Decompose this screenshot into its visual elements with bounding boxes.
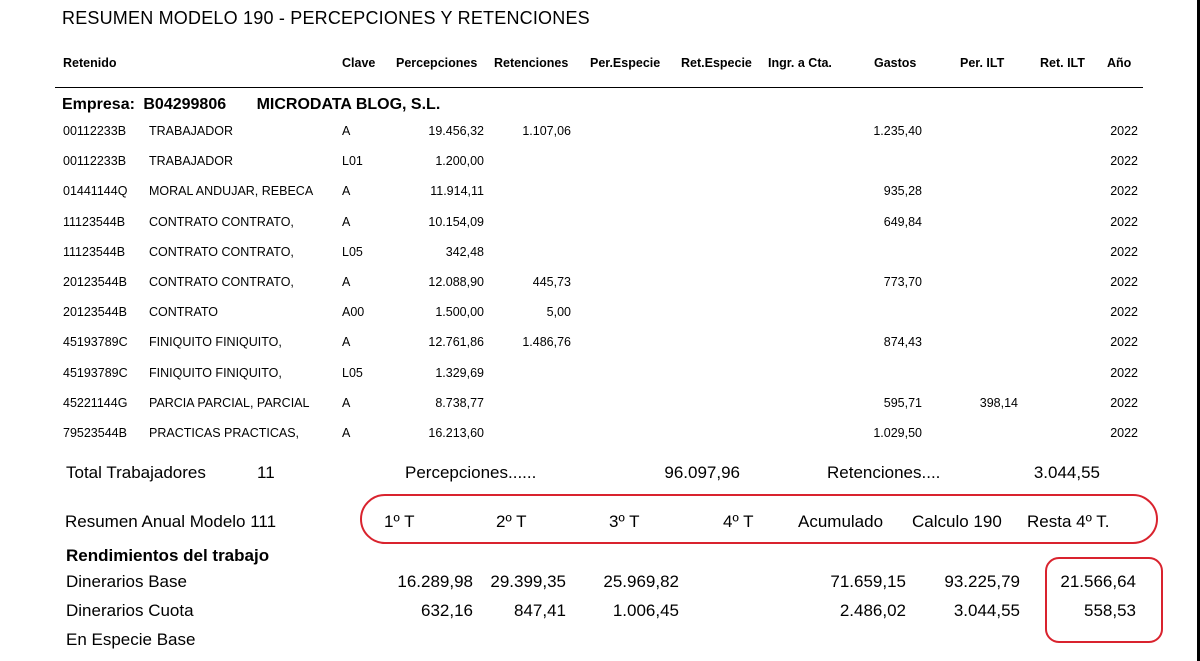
col-header-ret-especie: Ret.Especie (681, 56, 752, 70)
row-percepciones: 1.329,69 (435, 365, 484, 380)
summary-t2: 29.399,35 (490, 572, 566, 591)
company-label: Empresa: (62, 96, 135, 113)
row-nombre: TRABAJADOR (149, 154, 234, 169)
row-nombre: PARCIA PARCIAL, PARCIAL (149, 395, 310, 410)
row-nombre: MORAL ANDUJAR, REBECA (149, 184, 314, 199)
row-nif: 45193789C (63, 335, 128, 350)
summary-t2: 847,41 (514, 601, 566, 620)
summary-header-t1: 1º T (384, 512, 415, 531)
section-title: Rendimientos del trabajo (66, 546, 270, 565)
col-header-clave: Clave (342, 56, 376, 70)
company-name: MICRODATA BLOG, S.L. (256, 96, 441, 113)
summary-calculo: 3.044,55 (953, 601, 1020, 620)
col-header-percepciones: Percepciones (396, 56, 478, 70)
row-percepciones: 12.761,86 (428, 335, 484, 350)
row-clave: A (342, 426, 351, 440)
table-row (0, 215, 1200, 245)
col-header-ingr-a-cta: Ingr. a Cta. (768, 56, 832, 70)
summary-row (0, 630, 1200, 660)
highlight-box (1045, 557, 1163, 643)
row-nombre: FINIQUITO FINIQUITO, (149, 335, 282, 350)
row-nif: 79523544B (63, 426, 127, 440)
row-ano: 2022 (1110, 365, 1138, 380)
row-nombre: CONTRATO (149, 305, 218, 320)
summary-header-t2: 2º T (496, 512, 527, 531)
row-ano: 2022 (1110, 275, 1138, 289)
row-clave: A (342, 335, 351, 350)
row-nif: 00112233B (63, 124, 127, 138)
row-percepciones: 11.914,11 (430, 184, 484, 199)
totals-retenciones: 3.044,55 (1033, 463, 1100, 482)
summary-acumulado: 2.486,02 (839, 601, 906, 620)
row-retenciones: 1.486,76 (522, 335, 571, 350)
table-row (0, 366, 1200, 396)
summary-t3: 1.006,45 (612, 601, 679, 620)
company-line (62, 96, 440, 114)
row-ano: 2022 (1110, 426, 1138, 440)
row-ano: 2022 (1110, 335, 1138, 350)
summary-resta: 558,53 (1084, 601, 1136, 620)
row-percepciones: 1.200,00 (435, 154, 484, 169)
row-gastos: 595,71 (883, 395, 922, 410)
summary-t3: 25.969,82 (603, 572, 679, 591)
row-clave: A (342, 275, 351, 289)
row-retenciones: 445,73 (532, 275, 571, 289)
row-percepciones: 12.088,90 (428, 275, 484, 289)
totals-retenciones-label: Retenciones.... (827, 463, 941, 482)
totals-row (0, 463, 1200, 493)
row-nif: 45221144G (63, 395, 128, 410)
summary-row-label: En Especie Base (66, 630, 196, 649)
row-clave: A (342, 214, 351, 229)
table-row (0, 245, 1200, 275)
totals-count: 11 (257, 463, 275, 482)
table-row (0, 305, 1200, 335)
row-nombre: CONTRATO CONTRATO, (149, 244, 294, 259)
row-ano: 2022 (1110, 214, 1138, 229)
table-row (0, 335, 1200, 365)
table-row (0, 124, 1200, 154)
totals-label: Total Trabajadores (66, 463, 206, 482)
row-ano: 2022 (1110, 124, 1138, 138)
summary-header-resta: Resta 4º T. (1027, 512, 1110, 531)
row-nif: 45193789C (63, 365, 128, 380)
row-clave: L05 (342, 244, 363, 259)
summary-row (0, 601, 1200, 631)
col-header-per-especie: Per.Especie (590, 56, 661, 70)
summary-row (0, 572, 1200, 602)
row-nombre: PRACTICAS PRACTICAS, (149, 426, 300, 440)
col-header-retenido: Retenido (63, 56, 117, 70)
summary-header-acumulado: Acumulado (798, 512, 884, 531)
col-header-gastos: Gastos (874, 56, 917, 70)
col-header-ret-ilt: Ret. ILT (1040, 56, 1085, 70)
row-ano: 2022 (1110, 305, 1138, 320)
row-clave: A (342, 395, 351, 410)
table-row (0, 275, 1200, 305)
row-gastos: 1.235,40 (873, 124, 922, 138)
header-divider (55, 87, 1143, 88)
row-gastos: 935,28 (883, 184, 922, 199)
row-ano: 2022 (1110, 244, 1138, 259)
row-nif: 11123544B (63, 244, 126, 259)
row-ano: 2022 (1110, 184, 1138, 199)
summary-t1: 632,16 (421, 601, 473, 620)
row-nif: 00112233B (63, 154, 127, 169)
row-ano: 2022 (1110, 395, 1138, 410)
table-row (0, 154, 1200, 184)
row-nif: 11123544B (63, 214, 126, 229)
row-gastos: 874,43 (883, 335, 922, 350)
row-nif: 20123544B (63, 305, 127, 320)
row-percepciones: 342,48 (445, 244, 484, 259)
summary-label: Resumen Anual Modelo 111 (65, 512, 277, 531)
col-header-per-ilt: Per. ILT (960, 56, 1005, 70)
summary-t1: 16.289,98 (397, 572, 473, 591)
row-clave: A00 (342, 305, 365, 320)
col-header-retenciones: Retenciones (494, 56, 569, 70)
table-row (0, 184, 1200, 214)
row-gastos: 649,84 (883, 214, 922, 229)
table-row (0, 426, 1200, 456)
summary-header-t3: 3º T (609, 512, 640, 531)
row-nombre: CONTRATO CONTRATO, (149, 214, 294, 229)
summary-resta: 21.566,64 (1060, 572, 1136, 591)
highlight-ellipse (360, 494, 1158, 544)
row-per-ilt: 398,14 (979, 395, 1018, 410)
col-header-ano: Año (1107, 56, 1132, 70)
totals-percepciones: 96.097,96 (664, 463, 740, 482)
row-clave: L05 (342, 365, 363, 380)
row-clave: A (342, 184, 351, 199)
summary-header-t4: 4º T (723, 512, 754, 531)
table-row (0, 396, 1200, 426)
row-nombre: TRABAJADOR (149, 124, 234, 138)
summary-row-label: Dinerarios Cuota (66, 601, 194, 620)
row-ano: 2022 (1110, 154, 1138, 169)
row-clave: L01 (342, 154, 363, 169)
totals-percepciones-label: Percepciones...... (405, 463, 537, 482)
summary-calculo: 93.225,79 (944, 572, 1020, 591)
summary-acumulado: 71.659,15 (830, 572, 906, 591)
row-clave: A (342, 124, 351, 138)
row-gastos: 1.029,50 (873, 426, 922, 440)
row-nombre: CONTRATO CONTRATO, (149, 275, 294, 289)
row-percepciones: 1.500,00 (435, 305, 484, 320)
row-percepciones: 10.154,09 (428, 214, 484, 229)
company-id: B04299806 (143, 96, 227, 113)
row-nif: 20123544B (63, 275, 127, 289)
report-title: RESUMEN MODELO 190 - PERCEPCIONES Y RETENCIONES (62, 8, 590, 28)
summary-header-calculo: Calculo 190 (912, 512, 1002, 531)
summary-row-label: Dinerarios Base (66, 572, 187, 591)
row-nif: 01441144Q (63, 184, 128, 199)
row-percepciones: 19.456,32 (428, 124, 484, 138)
row-percepciones: 8.738,77 (435, 395, 484, 410)
row-nombre: FINIQUITO FINIQUITO, (149, 365, 282, 380)
row-retenciones: 5,00 (546, 305, 571, 320)
row-percepciones: 16.213,60 (428, 426, 484, 440)
row-gastos: 773,70 (883, 275, 922, 289)
row-retenciones: 1.107,06 (522, 124, 571, 138)
